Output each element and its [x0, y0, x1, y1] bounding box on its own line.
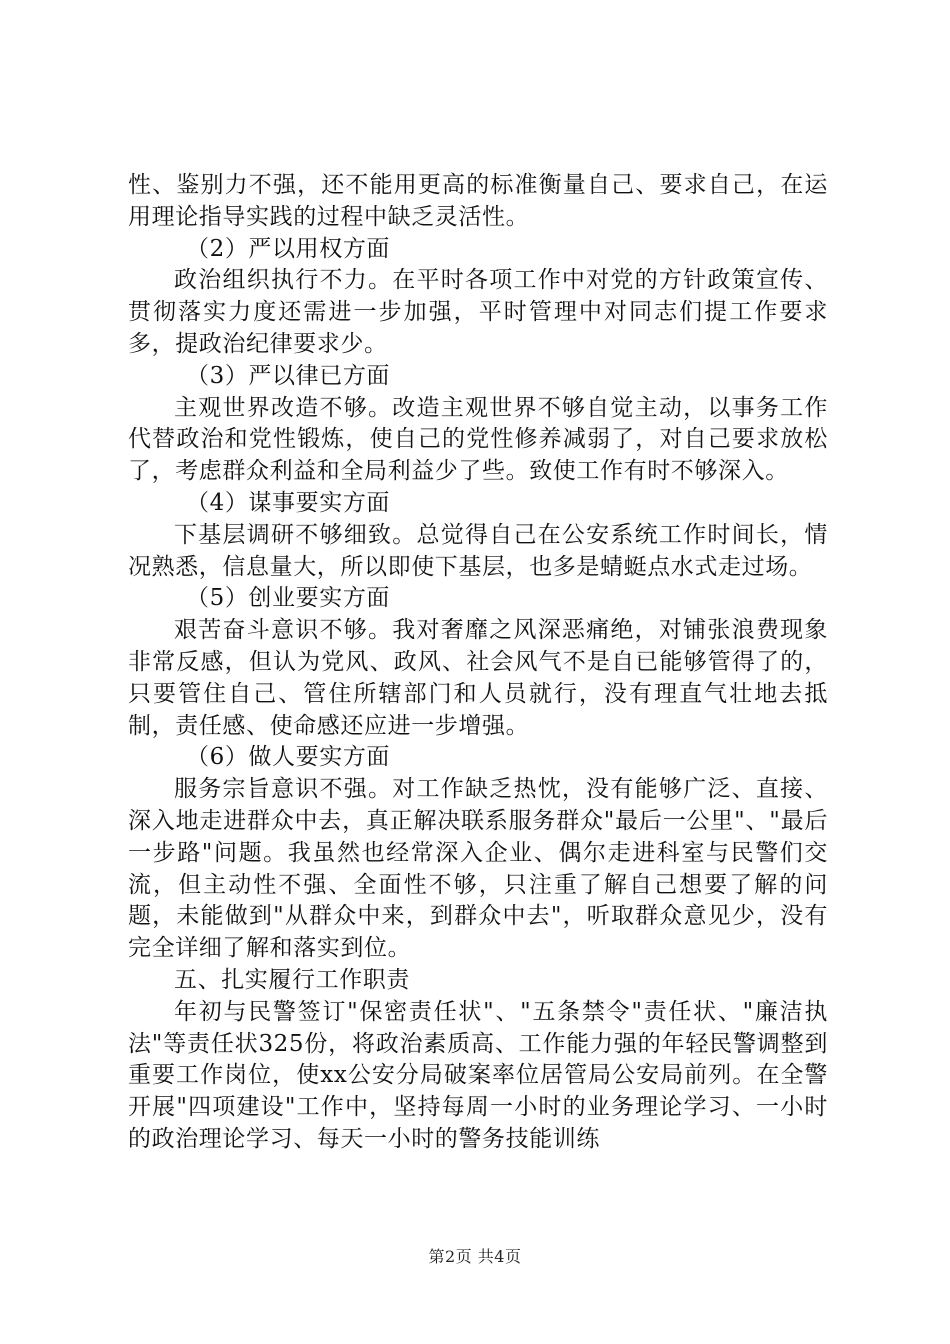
section-heading-6: （6）做人要实方面	[186, 744, 391, 771]
section-heading-4: （4）谋事要实方面	[186, 489, 391, 516]
paragraph-1: 性、鉴别力不强，还不能用更高的标准衡量自己、要求自己，在运用理论指导实践的过程中缺乏灵活性。	[128, 172, 828, 230]
paragraph-4: 下基层调研不够细致。总觉得自己在公安系统工作时间长，情况熟悉，信息量大，所以即使下基层，也多是蜻蜓点水式走过场。	[128, 521, 828, 580]
paragraph-6: 服务宗旨意识不强。对工作缺乏热忱，没有能够广泛、直接、深入地走进群众中去，真正解决联系服务群众"最后一公里"、"最后一步路"问题。我虽然也经常深入企业、偶尔走进科室与民警们交流，但主动性不强、全面性不够，只注重了解自己想要了解的问题，未能做到"从群众中来，到群众中去"，听取群众意见少，没有完全详细了解和落实到位。	[128, 776, 828, 962]
paragraph-2: 政治组织执行不力。在平时各项工作中对党的方针政策宣传、贯彻落实力度还需进一步加强，平时管理中对同志们提工作要求多，提政治纪律要求少。	[128, 267, 828, 357]
paragraph-7: 年初与民警签订"保密责任状"、"五条禁令"责任状、"廉洁执法"等责任状325份，将政治素质高、工作能力强的年轻民警调整到重要工作岗位，使xx公安分局破案率位居管局公安局前列。在全警开展"四项建设"工作中，坚持每周一小时的业务理论学习、一小时的政治理论学习、每天一小时的警务技能训练	[128, 998, 828, 1152]
section-heading-2: （2）严以用权方面	[186, 235, 391, 262]
section-heading-3: （3）严以律已方面	[186, 362, 391, 389]
section-heading-5: （5）创业要实方面	[186, 585, 391, 612]
paragraph-3: 主观世界改造不够。改造主观世界不够自觉主动，以事务工作代替政治和党性锻炼，使自己的党性修养减弱了，对自己要求放松了，考虑群众利益和全局利益少了些。致使工作有时不够深入。	[128, 394, 828, 485]
page-number-footer: 第2页 共4页	[428, 1247, 522, 1266]
document-body	[128, 170, 828, 1156]
chapter-heading-5: 五、扎实履行工作职责	[174, 966, 410, 993]
paragraph-5: 艰苦奋斗意识不够。我对奢靡之风深恶痛绝，对铺张浪费现象非常反感，但认为党风、政风、社会风气不是自已能够管得了的，只要管住自己、管住所辖部门和人员就行，没有理直气壮地去抵制，责任感、使命感还应进一步增强。	[128, 617, 828, 739]
